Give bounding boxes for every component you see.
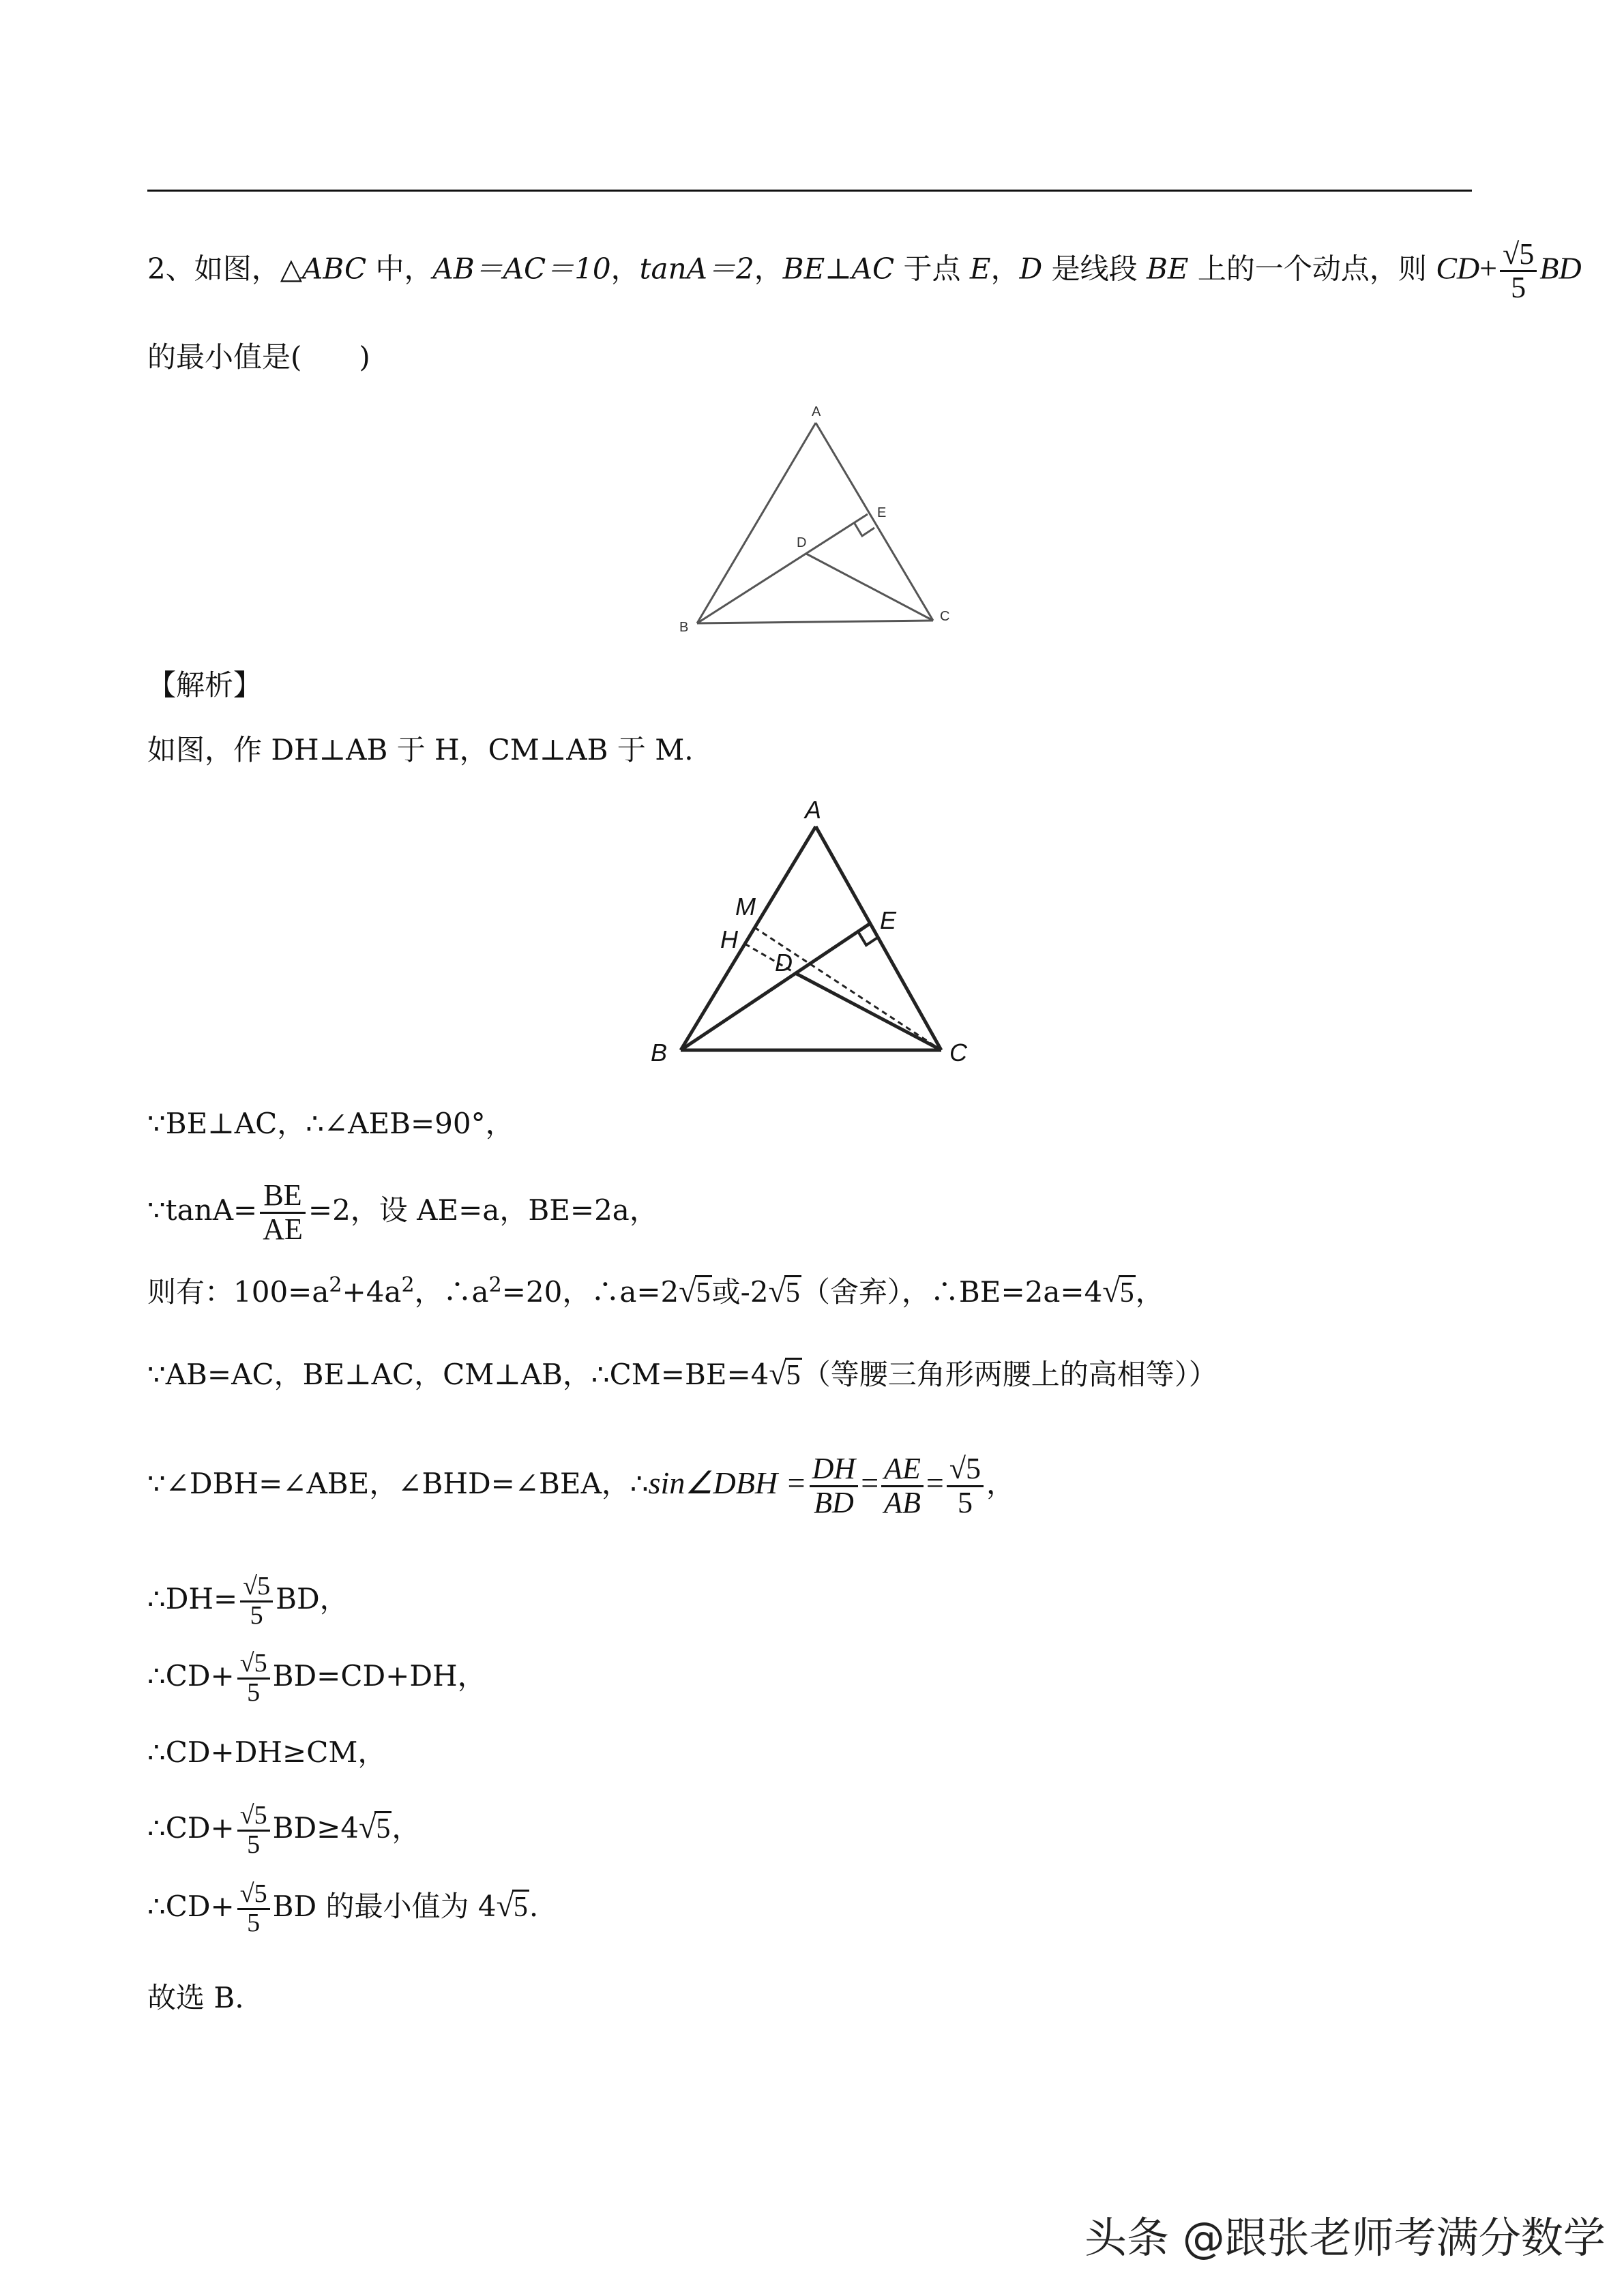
fig1-side-ab xyxy=(697,423,816,623)
fig1-right-angle-mark xyxy=(854,522,874,536)
step-5: ∵∠DBH=∠ABE，∠BHD=∠BEA，∴sin∠DBH = $\frac{DH}{BD}$ = $\frac{AE}{AB}$ = $\frac{√5}{5}$ ， xyxy=(147,1452,1016,1519)
step-2: ∵tanA= $\frac{BE}{AE}$ =2，设 AE=a，BE=2a， xyxy=(147,1178,658,1246)
step-4: ∵AB=AC，BE⊥AC，CM⊥AB，∴CM=BE=4√5（等腰三角形两腰上的高相等）） xyxy=(147,1354,1217,1396)
step-6-fraction: $\frac{√5}{5}$ xyxy=(240,1573,273,1630)
fig1-label-c: C xyxy=(940,609,950,624)
fig2-label-e: E xyxy=(880,906,897,934)
step-9: ∴CD+ $\frac{√5}{5}$ BD≥4√5， xyxy=(147,1787,420,1870)
problem-line-2: 的最小值是( ) xyxy=(147,340,370,374)
step-9-fraction: $\frac{√5}{5}$ xyxy=(237,1802,270,1859)
fig1-label-e: E xyxy=(877,505,887,520)
fig2-dashed-cm xyxy=(754,927,941,1050)
step-5-fraction-1: $\frac{DH}{BD}$ xyxy=(810,1453,859,1518)
step-3: 则有：$100=a^2+4a^2$，$\therefore a^2=20$，∴a=2√5或-2√5（舍弃），∴BE=2a=4√5， xyxy=(147,1265,1164,1313)
fig2-side-ab xyxy=(681,826,816,1050)
step-11: 故选 B. xyxy=(147,1981,244,2014)
step-5-fraction-2: $\frac{AE}{AB}$ xyxy=(881,1453,924,1518)
fig2-label-d: D xyxy=(775,949,793,976)
fig1-label-b: B xyxy=(679,620,689,635)
fig1-side-ac xyxy=(816,423,933,621)
construction-line: 如图，作 DH⊥AB 于 H，CM⊥AB 于 M. xyxy=(147,733,694,766)
step-10-fraction: $\frac{√5}{5}$ xyxy=(237,1881,270,1937)
step-2-fraction: $\frac{BE}{AE}$ xyxy=(260,1180,306,1244)
step-7: ∴CD+ $\frac{√5}{5}$ BD=CD+DH， xyxy=(147,1648,486,1707)
watermark: 头条 @跟张老师考满分数学 xyxy=(1084,2213,1606,2263)
fig2-label-a: A xyxy=(805,796,822,824)
step-7-fraction: $\frac{√5}{5}$ xyxy=(237,1650,270,1707)
radical: √5 xyxy=(769,1356,801,1391)
figure-1-triangle xyxy=(655,396,969,641)
fig1-label-a: A xyxy=(812,404,821,419)
problem-fraction: $\frac{√5}{5}$ xyxy=(1500,239,1537,303)
fig2-label-c: C xyxy=(949,1039,967,1067)
fig1-segment-be xyxy=(697,514,868,623)
step-1: ∵BE⊥AC，∴∠AEB=90°， xyxy=(147,1107,514,1140)
step-8: ∴CD+DH≥CM， xyxy=(147,1735,387,1769)
radical: √5 xyxy=(679,1274,711,1309)
fig1-label-d: D xyxy=(797,535,807,550)
fig2-segment-be xyxy=(681,923,870,1050)
radical: √5 xyxy=(496,1888,528,1923)
fig1-side-bc xyxy=(697,621,933,623)
step-6: ∴DH= $\frac{√5}{5}$ BD， xyxy=(147,1571,349,1630)
radical: √5 xyxy=(768,1274,800,1309)
fig2-label-m: M xyxy=(735,893,756,921)
fig2-label-h: H xyxy=(720,925,738,953)
header-rule xyxy=(147,190,1472,192)
fig2-label-b: B xyxy=(651,1039,668,1067)
problem-line-1: 2、如图，△ABC 中，AB＝AC＝10，tanA＝2，BE⊥AC 于点 E，D 是线段 BE 上的一个动点，则 CD+ $\frac{√5}{5}$ BD xyxy=(147,237,1582,305)
radical: √5 xyxy=(359,1810,391,1845)
radical: √5 xyxy=(1102,1274,1134,1309)
step-5-fraction-3: $\frac{√5}{5}$ xyxy=(947,1453,984,1518)
figure-2-triangle xyxy=(641,791,996,1077)
step-10: ∴CD+ $\frac{√5}{5}$ BD 的最小值为 4√5. xyxy=(147,1865,538,1948)
analysis-header: 【解析】 xyxy=(147,668,263,702)
